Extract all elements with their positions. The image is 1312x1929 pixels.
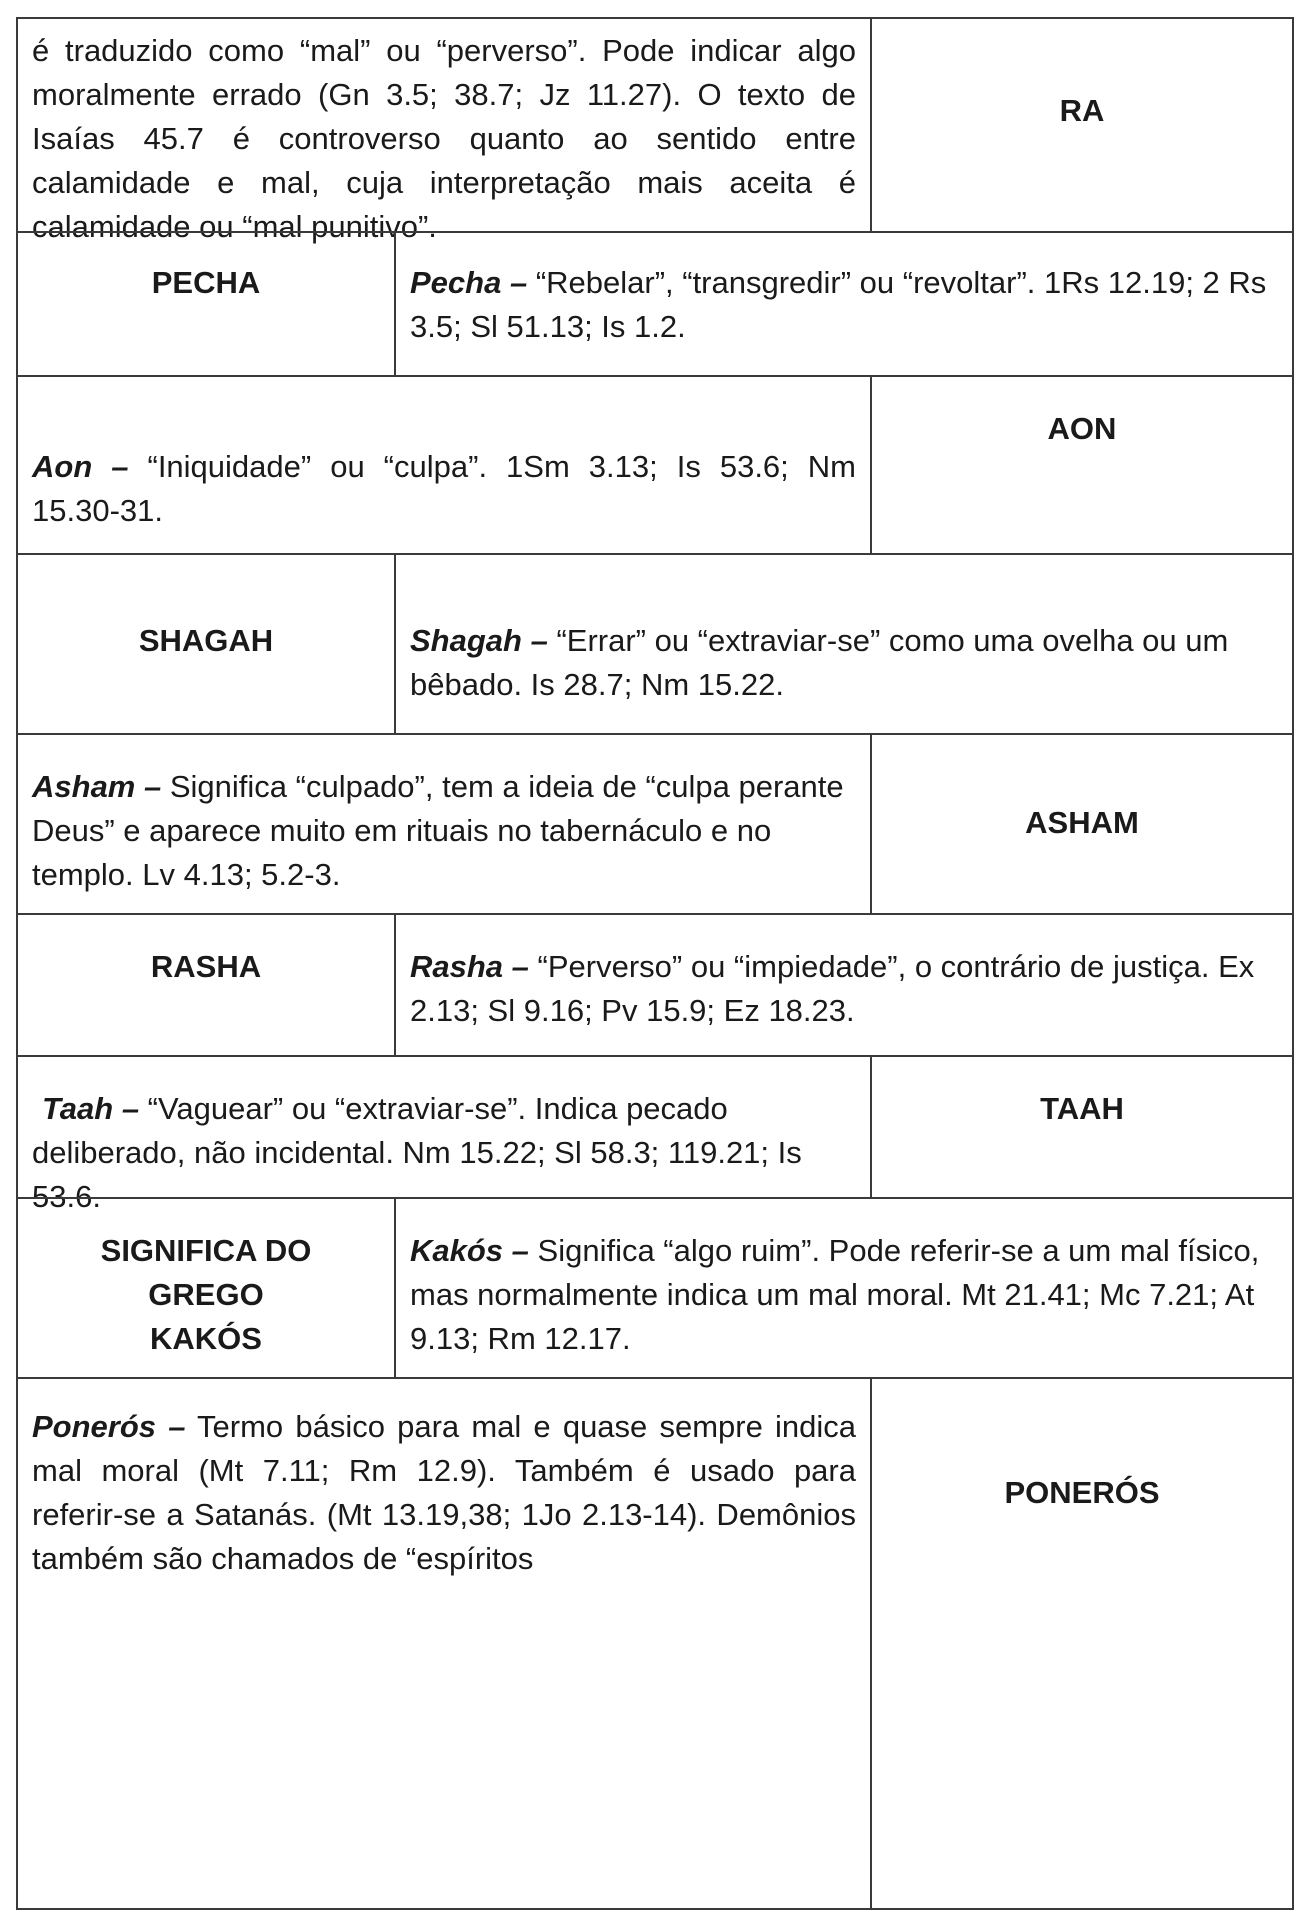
table-row [18, 1055, 1292, 1214]
hebrew-word: ASHAM [1025, 805, 1139, 840]
definition-text: Significa “algo ruim”. Pode referir-se a um mal físico, mas normalmente indica um mal moral. Mt 21.41; Mc 7.21; At 9.13; Rm 12.17. [410, 1233, 1260, 1356]
definition-cell [18, 377, 870, 553]
table-row [18, 375, 1292, 553]
table-row [18, 231, 1292, 375]
hebrew-word: TAAH [1040, 1091, 1124, 1126]
definition-cell [396, 1199, 1292, 1377]
hebrew-word: PECHA [151, 265, 261, 300]
table-row [18, 553, 1292, 733]
hebrew-word: SHAGAH [138, 623, 274, 658]
definition-term: Aon – [32, 449, 129, 484]
table-row [18, 733, 1292, 913]
hebrew-word-cell [18, 233, 396, 375]
definition-cell [396, 555, 1292, 733]
definition-term: Taah – [42, 1091, 140, 1126]
definition-text: “Vaguear” ou “extraviar-se”. Indica pecado deliberado, não incidental. Nm 15.22; Sl 58.3; 119.21; Is 53.6. [32, 1091, 802, 1214]
hebrew-word: RA [1059, 93, 1105, 128]
vocabulary-table [16, 17, 1294, 1910]
definition-text: Termo básico para mal e quase sempre indica mal moral (Mt 7.11; Rm 12.9). Também é usado para referir-se a Satanás. (Mt 13.19,38; 1Jo 2.13-14). Demônios também são chamados de “espíritos [32, 1409, 856, 1576]
definition-cell [396, 233, 1292, 375]
greek-word-line: GREGO [148, 1277, 264, 1312]
greek-word-line: SIGNIFICA DO [100, 1233, 312, 1268]
definition-term: Kakós – [410, 1233, 529, 1268]
definition-text: “Iniquidade” ou “culpa”. 1Sm 3.13; Is 53.6; Nm 15.30-31. [32, 449, 856, 528]
definition-text: “Perverso” ou “impiedade”, o contrário de justiça. Ex 2.13; Sl 9.16; Pv 15.9; Ez 18.23. [410, 949, 1255, 1028]
definition-term: Shagah – [410, 623, 548, 658]
definition-term: Rasha – [410, 949, 529, 984]
definition-term: Pecha – [410, 265, 528, 300]
hebrew-word-cell [870, 735, 1292, 913]
table-row [18, 1197, 1292, 1377]
definition-term: Ponerós – [32, 1409, 186, 1444]
definition-cell [18, 1379, 870, 1908]
greek-word-cell [870, 1379, 1292, 1908]
table-row [18, 1377, 1292, 1908]
definition-text: “Rebelar”, “transgredir” ou “revoltar”. 1Rs 12.19; 2 Rs 3.5; Sl 51.13; Is 1.2. [410, 265, 1267, 344]
definition-cell [18, 19, 870, 244]
definition-text: é traduzido como “mal” ou “perverso”. Pode indicar algo moralmente errado (Gn 3.5; 38.7; Jz 11.27). O texto de Isaías 45.7 é controverso quanto ao sentido entre calamidade e mal, cuja interpretação mais aceita é calamidade ou “mal punitivo”. [32, 33, 856, 244]
hebrew-word-cell [870, 1057, 1292, 1197]
table-row [18, 913, 1292, 1055]
definition-term: Asham – [32, 769, 162, 804]
hebrew-word: AON [1047, 411, 1117, 446]
hebrew-word-cell [870, 19, 1292, 231]
definition-cell [18, 735, 870, 913]
definition-cell [18, 1057, 870, 1214]
hebrew-word-cell [18, 915, 396, 1055]
hebrew-word: RASHA [150, 949, 262, 984]
hebrew-word-cell [18, 555, 396, 733]
definition-text: “Errar” ou “extraviar-se” como uma ovelha ou um bêbado. Is 28.7; Nm 15.22. [410, 623, 1229, 702]
definition-text: Significa “culpado”, tem a ideia de “culpa perante Deus” e aparece muito em rituais no tabernáculo e no templo. Lv 4.13; 5.2-3. [32, 769, 844, 892]
table-row [18, 19, 1292, 244]
hebrew-word-cell [870, 377, 1292, 553]
greek-word-line: KAKÓS [150, 1321, 262, 1356]
greek-word-cell [18, 1199, 396, 1377]
greek-word: PONERÓS [1004, 1475, 1160, 1510]
definition-cell [396, 915, 1292, 1055]
